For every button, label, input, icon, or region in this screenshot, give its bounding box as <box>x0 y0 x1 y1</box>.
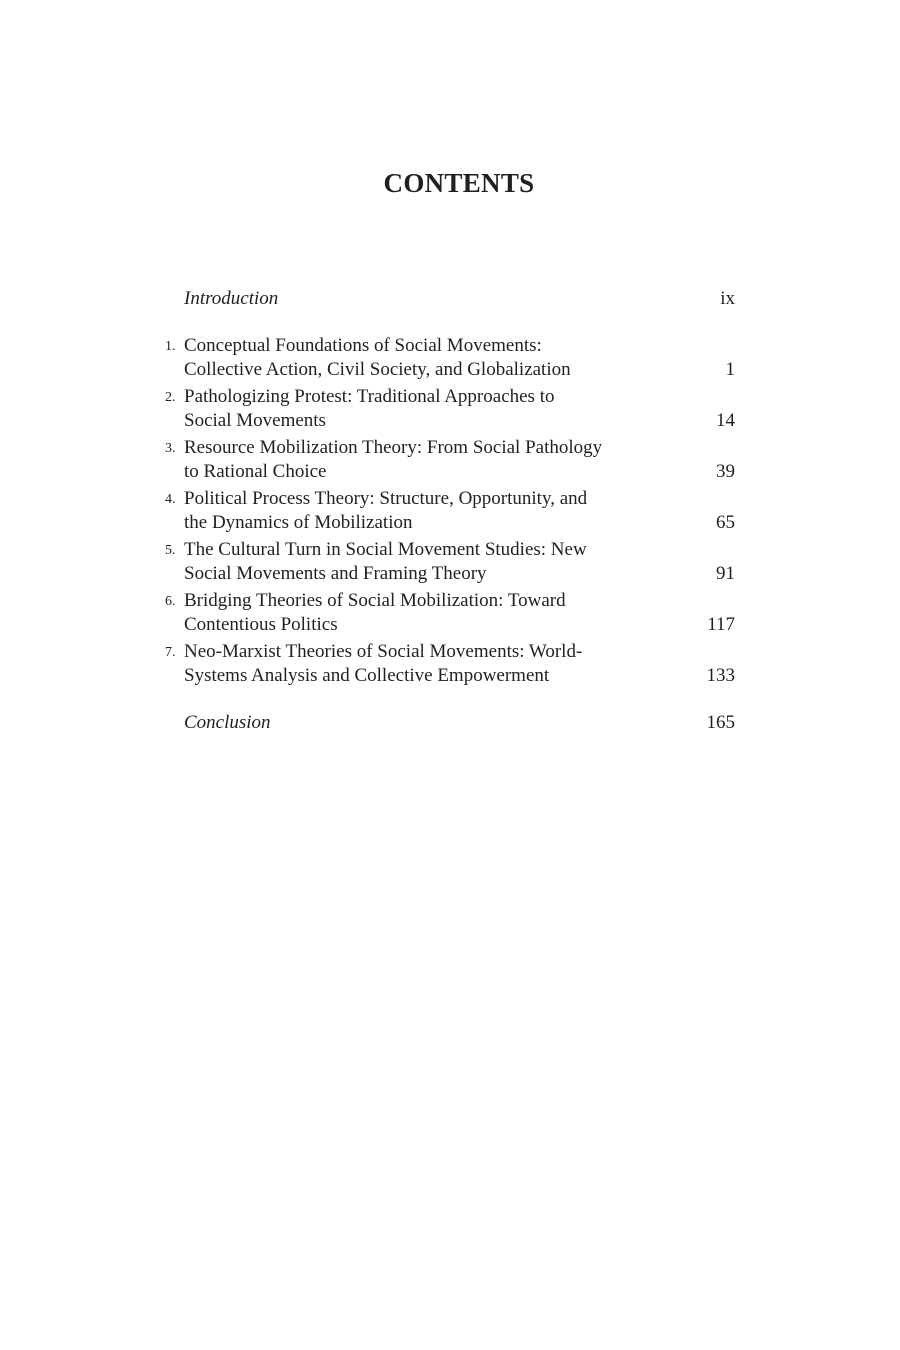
entry-page-number: 39 <box>716 461 735 482</box>
entry-title <box>184 436 654 484</box>
toc-entry-chapter-6 <box>165 589 735 637</box>
entry-title <box>184 538 654 586</box>
toc-entry-chapter-3 <box>165 436 735 484</box>
toc-entry-chapter-7 <box>165 640 735 688</box>
entry-title: Introduction <box>184 288 279 309</box>
entry-title-line: Collective Action, Civil Society, and Globalization <box>184 359 571 380</box>
entry-page-number: 1 <box>725 359 735 380</box>
entry-title-line: Resource Mobilization Theory: From Social Pathology <box>184 437 603 458</box>
entry-title-line: Neo-Marxist Theories of Social Movements: World- <box>184 641 583 662</box>
entry-page-number: 91 <box>716 563 735 584</box>
entry-page-number: 165 <box>706 712 735 733</box>
toc-entry-chapter-2 <box>165 385 735 433</box>
entry-title-line: the Dynamics of Mobilization <box>184 512 413 533</box>
chapter-number: 3. <box>165 441 176 456</box>
entry-title <box>184 385 654 433</box>
entry-page-number: 117 <box>707 614 735 635</box>
chapter-number: 7. <box>165 645 176 660</box>
entry-page-number: 133 <box>706 665 735 686</box>
entry-title <box>184 640 654 688</box>
chapter-number: 1. <box>165 339 176 354</box>
entry-title-line: Conceptual Foundations of Social Movements: <box>184 335 542 356</box>
entry-title-line: Systems Analysis and Collective Empowerment <box>184 665 550 686</box>
entry-title-line: Political Process Theory: Structure, Opportunity, and <box>184 488 588 509</box>
entry-title-line: Bridging Theories of Social Mobilization: Toward <box>184 590 566 611</box>
entry-title-line: Pathologizing Protest: Traditional Approaches to <box>184 386 555 407</box>
entry-title-line: Contentious Politics <box>184 614 338 635</box>
chapter-number: 4. <box>165 492 176 507</box>
entry-title-line: Social Movements and Framing Theory <box>184 563 487 584</box>
chapter-number: 2. <box>165 390 176 405</box>
chapter-number: 6. <box>165 594 176 609</box>
table-of-contents <box>165 287 735 735</box>
entry-title <box>184 334 654 382</box>
entry-title <box>184 487 654 535</box>
entry-title: Conclusion <box>184 712 271 733</box>
toc-entry-introduction <box>165 287 735 311</box>
entry-title-line: Social Movements <box>184 410 326 431</box>
entry-page-number: 65 <box>716 512 735 533</box>
toc-entry-chapter-1 <box>165 334 735 382</box>
toc-entry-chapter-4 <box>165 487 735 535</box>
entry-title-line: The Cultural Turn in Social Movement Studies: New <box>184 539 587 560</box>
entry-title <box>184 589 654 637</box>
page-title: CONTENTS <box>383 168 535 198</box>
entry-page-number: ix <box>720 288 735 309</box>
entry-title-line: to Rational Choice <box>184 461 327 482</box>
toc-entry-chapter-5 <box>165 538 735 586</box>
entry-page-number: 14 <box>716 410 735 431</box>
toc-entry-conclusion <box>165 711 735 735</box>
chapter-number: 5. <box>165 543 176 558</box>
